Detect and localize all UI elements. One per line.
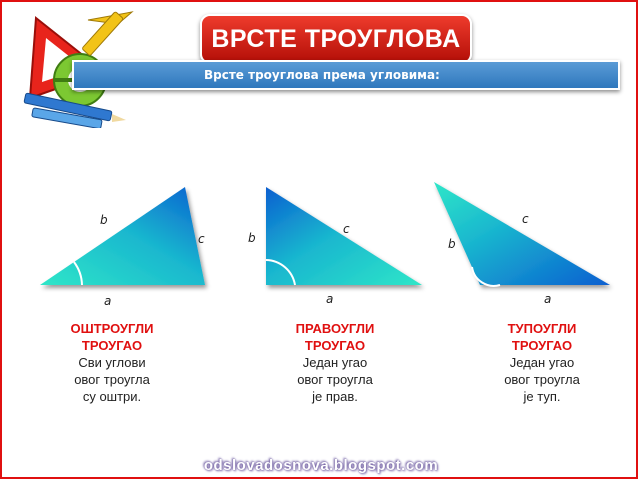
right-caption-desc-2: овог троугла [297, 372, 373, 387]
acute-label-a: a [104, 294, 112, 308]
obtuse-caption-desc-3: је туп. [523, 389, 561, 404]
obtuse-label-c: c [522, 212, 529, 226]
acute-caption-desc-3: су оштри. [82, 389, 142, 404]
right-label-b: b [248, 231, 256, 245]
acute-caption-title-2: ТРОУГАО [81, 338, 143, 353]
obtuse-caption-desc-2: овог троугла [504, 372, 580, 387]
right-caption-desc-1: Један угао [302, 355, 368, 370]
watermark: odslovadosnova.blogspot.com [203, 457, 439, 474]
right-caption-desc-3: је прав. [312, 389, 358, 404]
acute-caption [42, 320, 182, 405]
acute-label-c: c [198, 232, 205, 246]
obtuse-caption-title-2: ТРОУГАО [511, 338, 573, 353]
acute-label-b: b [100, 213, 108, 227]
obtuse-caption-title-1: ТУПОУГЛИ [507, 321, 577, 336]
triangles-diagram [2, 2, 638, 479]
obtuse-caption-desc-1: Један угао [509, 355, 575, 370]
acute-caption-desc-2: овог троугла [74, 372, 150, 387]
acute-triangle [40, 187, 205, 285]
right-caption-title-1: ПРАВОУГЛИ [295, 321, 375, 336]
obtuse-caption [472, 320, 612, 405]
obtuse-label-a: a [544, 292, 552, 306]
right-caption [265, 320, 405, 405]
subtitle-text: Врсте троуглова према угловима: [204, 68, 440, 82]
right-label-a: a [326, 292, 334, 306]
obtuse-triangle [434, 182, 610, 285]
right-triangle [266, 187, 422, 285]
acute-caption-title-1: ОШТРОУГЛИ [70, 321, 154, 336]
right-label-c: c [343, 222, 350, 236]
page-title: ВРСТЕ ТРОУГЛОВА [211, 24, 461, 53]
acute-caption-desc-1: Сви углови [78, 355, 146, 370]
obtuse-label-b: b [448, 237, 456, 251]
right-caption-title-2: ТРОУГАО [304, 338, 366, 353]
